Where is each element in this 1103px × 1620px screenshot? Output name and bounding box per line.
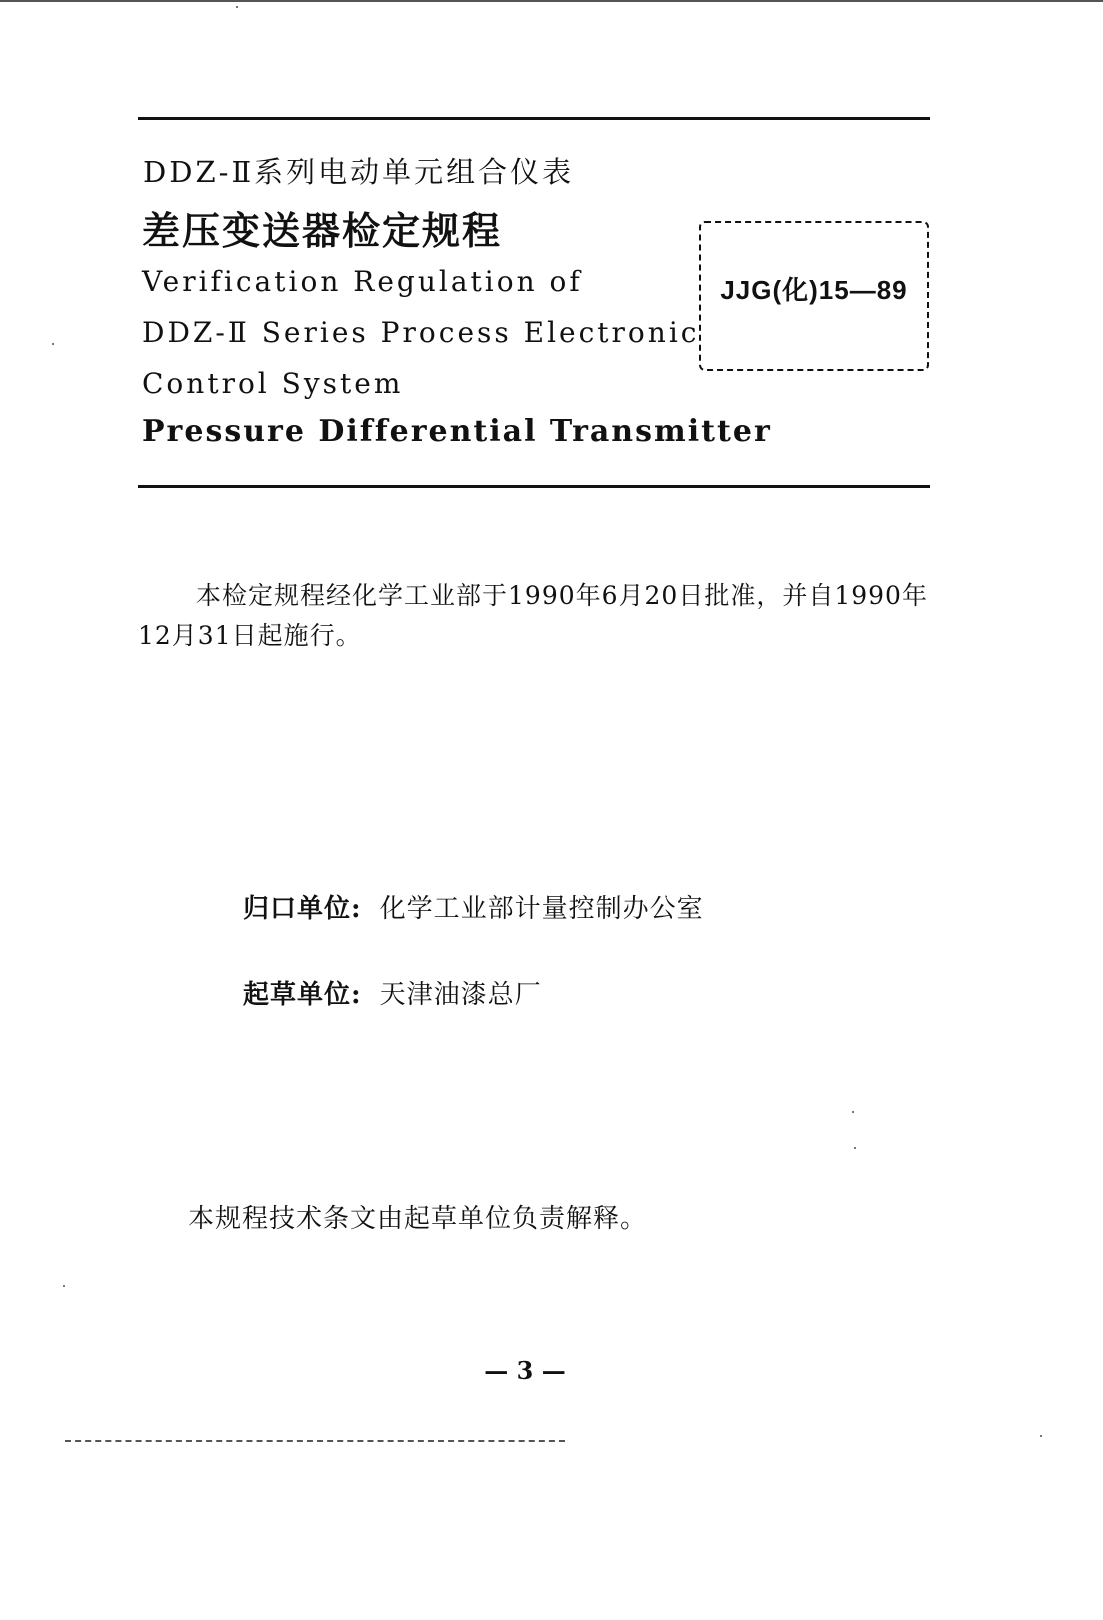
responsible-unit-value: 化学工业部计量控制办公室 — [379, 894, 704, 924]
header-top-rule — [138, 117, 930, 120]
document-title-en-line-1: Verification Regulation of — [142, 265, 583, 298]
standard-code-box — [699, 221, 929, 371]
responsible-unit-label: 归口单位: — [243, 894, 362, 924]
approval-statement: 本检定规程经化学工业部于1990年6月20日批准，并自1990年12月31日起施行。 — [138, 581, 928, 650]
header-bottom-rule — [138, 485, 930, 488]
scan-speck — [52, 343, 54, 345]
drafting-unit-line — [243, 974, 542, 1011]
responsible-unit-line — [243, 888, 704, 925]
scan-speck — [852, 1111, 854, 1113]
scan-edge — [0, 0, 1103, 2]
document-title-en-line-2: DDZ-Ⅱ Series Process Electronic — [142, 316, 700, 349]
page-number: — 3 — — [484, 1356, 566, 1385]
drafting-unit-value: 天津油漆总厂 — [379, 980, 542, 1010]
scan-speck — [854, 1147, 856, 1149]
scan-speck — [1040, 1435, 1042, 1437]
drafting-unit-label: 起草单位: — [243, 980, 362, 1010]
document-title-cn: 差压变送器检定规程 — [142, 208, 503, 253]
interpretation-note: 本规程技术条文由起草单位负责解释。 — [188, 1204, 648, 1234]
document-title-en-line-3: Control System — [142, 367, 404, 400]
scan-speck — [63, 1285, 65, 1287]
scan-speck — [236, 6, 238, 8]
document-title-en-bold: Pressure Differential Transmitter — [142, 414, 772, 449]
series-title-cn: DDZ-Ⅱ系列电动单元组合仪表 — [143, 155, 575, 189]
standard-code: JJG(化)15—89 — [720, 274, 908, 305]
footer-rule — [65, 1440, 565, 1442]
